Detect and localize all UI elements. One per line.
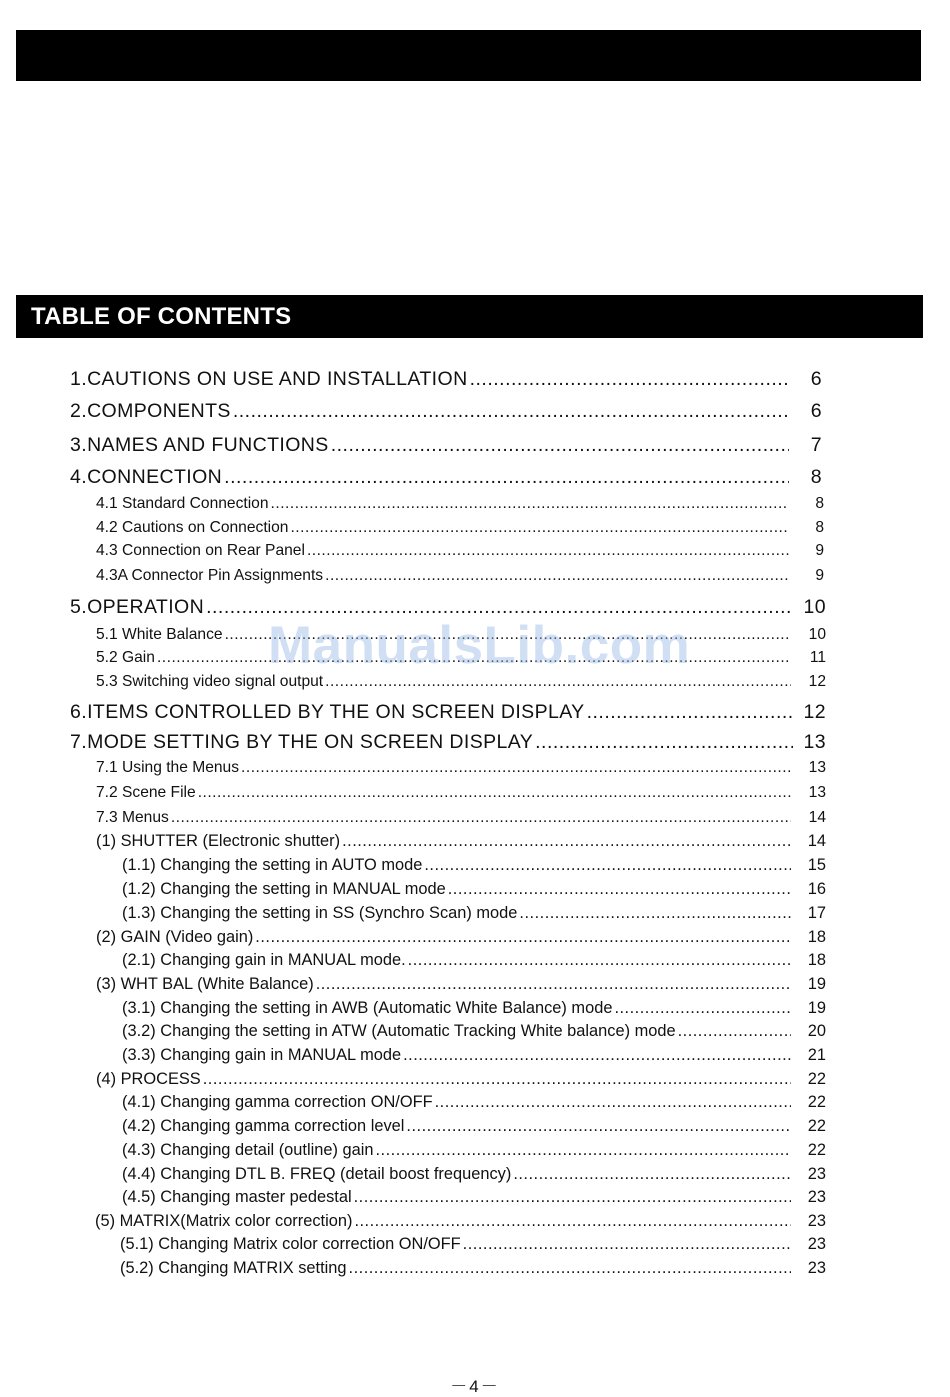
dot-leader bbox=[375, 1141, 791, 1160]
toc-entry[interactable] bbox=[122, 1046, 826, 1065]
toc-entry[interactable] bbox=[70, 466, 822, 489]
toc-entry[interactable] bbox=[122, 1117, 826, 1136]
toc-entry-label: (5.2) Changing MATRIX setting bbox=[120, 1259, 347, 1277]
toc-entry-label: 4.2 Cautions on Connection bbox=[96, 519, 289, 536]
dot-leader bbox=[271, 495, 789, 513]
toc-entry[interactable] bbox=[96, 567, 824, 585]
toc-entry-page: 13 bbox=[803, 731, 826, 753]
toc-entry-number: 3. bbox=[70, 434, 88, 456]
toc-entry-page: 19 bbox=[807, 975, 826, 993]
toc-entry-page: 17 bbox=[807, 904, 826, 922]
toc-entry-page: 18 bbox=[807, 928, 826, 946]
toc-entry-label: CONNECTION bbox=[87, 466, 223, 488]
toc-entry-label: 7.1 Using the Menus bbox=[96, 759, 240, 776]
dot-leader bbox=[198, 784, 791, 802]
toc-entry-label: ITEMS CONTROLLED BY THE ON SCREEN DISPLAY bbox=[87, 701, 585, 723]
toc-entry-label: (4.5) Changing master pedestal bbox=[122, 1188, 352, 1206]
toc-entry-page: 23 bbox=[807, 1165, 826, 1183]
toc-entry-label: MODE SETTING BY THE ON SCREEN DISPLAY bbox=[87, 731, 534, 753]
toc-entry[interactable] bbox=[96, 1070, 826, 1089]
dot-leader bbox=[325, 567, 789, 585]
toc-entry-label: 5.1 White Balance bbox=[96, 626, 223, 643]
dot-leader bbox=[342, 832, 791, 851]
toc-entry-label: (3.2) Changing the setting in ATW (Automatic Tracking White balance) mode bbox=[122, 1022, 676, 1040]
dot-leader bbox=[406, 1117, 791, 1136]
toc-entry-page: 10 bbox=[808, 626, 826, 643]
toc-entry-page: 16 bbox=[807, 880, 826, 898]
toc-entry-page: 23 bbox=[807, 1188, 826, 1206]
toc-entry-number: 4. bbox=[70, 466, 88, 488]
toc-entry-page: 11 bbox=[809, 649, 826, 666]
toc-entry[interactable] bbox=[70, 596, 826, 619]
dot-leader bbox=[678, 1022, 791, 1041]
toc-entry-label: (4.1) Changing gamma correction ON/OFF bbox=[122, 1093, 433, 1111]
toc-entry-label: 4.3A Connector Pin Assignments bbox=[96, 567, 324, 584]
dot-leader bbox=[307, 542, 789, 560]
dot-leader bbox=[171, 809, 791, 827]
toc-entry[interactable] bbox=[96, 759, 826, 777]
toc-entry-label: 7.3 Menus bbox=[96, 809, 169, 826]
toc-entry-label: (1) SHUTTER (Electronic shutter) bbox=[96, 832, 341, 850]
toc-entry-label: (4.3) Changing detail (outline) gain bbox=[122, 1141, 374, 1159]
toc-entry[interactable] bbox=[122, 880, 826, 899]
toc-entry[interactable] bbox=[96, 542, 824, 560]
toc-entry-label: (4.2) Changing gamma correction level bbox=[122, 1117, 405, 1135]
toc-entry-label: (1.1) Changing the setting in AUTO mode bbox=[122, 856, 423, 874]
toc-entry-label: NAMES AND FUNCTIONS bbox=[87, 434, 329, 456]
toc-entry-page: 7 bbox=[810, 434, 822, 456]
dot-leader bbox=[535, 731, 793, 754]
toc-entry-label: (5.1) Changing Matrix color correction ON/OFF bbox=[120, 1235, 461, 1253]
toc-entry-page: 6 bbox=[810, 368, 822, 390]
toc-entry-number: 6. bbox=[70, 701, 88, 723]
toc-entry[interactable] bbox=[96, 832, 826, 851]
toc-entry-page: 22 bbox=[807, 1093, 826, 1111]
toc-entry-label: (2) GAIN (Video gain) bbox=[96, 928, 254, 946]
toc-entry-page: 19 bbox=[807, 999, 826, 1017]
toc-entry[interactable] bbox=[122, 1141, 826, 1160]
toc-entry[interactable] bbox=[96, 673, 826, 691]
dot-leader bbox=[470, 368, 789, 391]
toc-entry[interactable] bbox=[122, 1022, 826, 1041]
toc-entry-label: (4) PROCESS bbox=[96, 1070, 201, 1088]
toc-entry-label: (3.1) Changing the setting in AWB (Automatic White Balance) mode bbox=[122, 999, 613, 1017]
toc-entry-page: 15 bbox=[807, 856, 826, 874]
toc-entry-label: 4.1 Standard Connection bbox=[96, 495, 269, 512]
toc-entry-page: 14 bbox=[808, 809, 826, 826]
toc-entry-page: 8 bbox=[815, 519, 824, 536]
toc-entry-page: 23 bbox=[807, 1259, 826, 1277]
toc-entry-page: 22 bbox=[807, 1117, 826, 1135]
toc-entry[interactable] bbox=[96, 928, 826, 947]
dot-leader bbox=[225, 626, 791, 644]
dot-leader bbox=[203, 1070, 791, 1089]
toc-entry-label: (2.1) Changing gain in MANUAL mode. bbox=[122, 951, 406, 969]
watermark: ManualsLib.com bbox=[268, 616, 691, 675]
toc-entry-page: 6 bbox=[810, 400, 822, 422]
toc-entry[interactable] bbox=[96, 784, 826, 802]
toc-entry-page: 13 bbox=[808, 759, 826, 776]
dot-leader bbox=[463, 1235, 791, 1254]
toc-entry-label: 4.3 Connection on Rear Panel bbox=[96, 542, 305, 559]
toc-entry[interactable] bbox=[122, 999, 826, 1018]
toc-entry[interactable] bbox=[70, 368, 822, 391]
toc-entry-number: 7. bbox=[70, 731, 88, 753]
toc-entry[interactable] bbox=[95, 1212, 826, 1231]
toc-entry[interactable] bbox=[122, 1188, 826, 1207]
toc-entry[interactable] bbox=[96, 626, 826, 644]
page-number: －4－ bbox=[450, 1377, 500, 1396]
toc-entry-page: 21 bbox=[807, 1046, 826, 1064]
toc-entry-page: 9 bbox=[815, 567, 824, 584]
toc-entry-page: 12 bbox=[803, 701, 826, 723]
toc-entry[interactable] bbox=[96, 495, 824, 513]
toc-entry[interactable] bbox=[122, 1093, 826, 1112]
dot-leader bbox=[290, 519, 789, 537]
dot-leader bbox=[587, 701, 793, 724]
dot-leader bbox=[408, 951, 791, 970]
toc-entry[interactable] bbox=[96, 809, 826, 827]
toc-entry-label: (4.4) Changing DTL B. FREQ (detail boost frequency) bbox=[122, 1165, 512, 1183]
dot-leader bbox=[157, 649, 791, 667]
toc-entry-number: 1. bbox=[70, 368, 88, 390]
toc-entry[interactable] bbox=[70, 731, 826, 754]
toc-entry[interactable] bbox=[120, 1235, 826, 1254]
dot-leader bbox=[255, 928, 791, 947]
toc-entry-label: 5.3 Switching video signal output bbox=[96, 673, 324, 690]
toc-entry-page: 8 bbox=[810, 466, 822, 488]
toc-entry-page: 23 bbox=[807, 1235, 826, 1253]
toc-entry[interactable] bbox=[122, 856, 826, 875]
toc-entry-page: 22 bbox=[807, 1141, 826, 1159]
dot-leader bbox=[354, 1212, 791, 1231]
dot-leader bbox=[435, 1093, 791, 1112]
toc-entry-page: 9 bbox=[815, 542, 824, 559]
toc-entry-label: (5) MATRIX(Matrix color correction) bbox=[95, 1212, 353, 1230]
dot-leader bbox=[354, 1188, 791, 1207]
dot-leader bbox=[316, 975, 791, 994]
dot-leader bbox=[448, 880, 791, 899]
dot-leader bbox=[331, 434, 789, 457]
toc-title: TABLE OF CONTENTS bbox=[16, 295, 923, 338]
toc-entry-label: (3) WHT BAL (White Balance) bbox=[96, 975, 314, 993]
toc-entry-page: 23 bbox=[807, 1212, 826, 1230]
toc-entry-label: (3.3) Changing gain in MANUAL mode bbox=[122, 1046, 402, 1064]
dot-leader bbox=[224, 466, 789, 489]
toc-entry[interactable] bbox=[120, 1259, 826, 1278]
toc-entry[interactable] bbox=[122, 951, 826, 970]
dot-leader bbox=[424, 856, 791, 875]
toc-entry[interactable] bbox=[122, 904, 826, 923]
toc-entry[interactable] bbox=[96, 649, 826, 667]
toc-entry[interactable] bbox=[96, 519, 824, 537]
dot-leader bbox=[519, 904, 791, 923]
toc-entry-page: 14 bbox=[807, 832, 826, 850]
toc-entry-label: (1.2) Changing the setting in MANUAL mode bbox=[122, 880, 446, 898]
dot-leader bbox=[403, 1046, 791, 1065]
toc-entry[interactable] bbox=[70, 701, 826, 724]
toc-entry-page: 8 bbox=[815, 495, 824, 512]
toc-entry-label: COMPONENTS bbox=[87, 400, 231, 422]
dot-leader bbox=[233, 400, 789, 423]
toc-entry-label: 7.2 Scene File bbox=[96, 784, 196, 801]
dot-leader bbox=[325, 673, 791, 691]
toc-entry-page: 22 bbox=[807, 1070, 826, 1088]
dot-leader bbox=[349, 1259, 791, 1278]
dot-leader bbox=[241, 759, 791, 777]
toc-entry-page: 13 bbox=[808, 784, 826, 801]
toc-entry-number: 5. bbox=[70, 596, 88, 618]
toc-entry-page: 20 bbox=[807, 1022, 826, 1040]
toc-entry-label: (1.3) Changing the setting in SS (Synchro Scan) mode bbox=[122, 904, 518, 922]
toc-entry[interactable] bbox=[70, 434, 822, 457]
dot-leader bbox=[206, 596, 793, 619]
toc-entry[interactable] bbox=[96, 975, 826, 994]
toc-entry-page: 10 bbox=[803, 596, 826, 618]
dot-leader bbox=[513, 1165, 791, 1184]
toc-entry-number: 2. bbox=[70, 400, 88, 422]
toc-entry-page: 18 bbox=[807, 951, 826, 969]
dot-leader bbox=[614, 999, 791, 1018]
toc-entry-page: 12 bbox=[808, 673, 826, 690]
toc-entry[interactable] bbox=[122, 1165, 826, 1184]
toc-entry[interactable] bbox=[70, 400, 822, 423]
toc-entry-label: OPERATION bbox=[87, 596, 205, 618]
toc-entry-label: 5.2 Gain bbox=[96, 649, 155, 666]
toc-entry-label: CAUTIONS ON USE AND INSTALLATION bbox=[87, 368, 468, 390]
